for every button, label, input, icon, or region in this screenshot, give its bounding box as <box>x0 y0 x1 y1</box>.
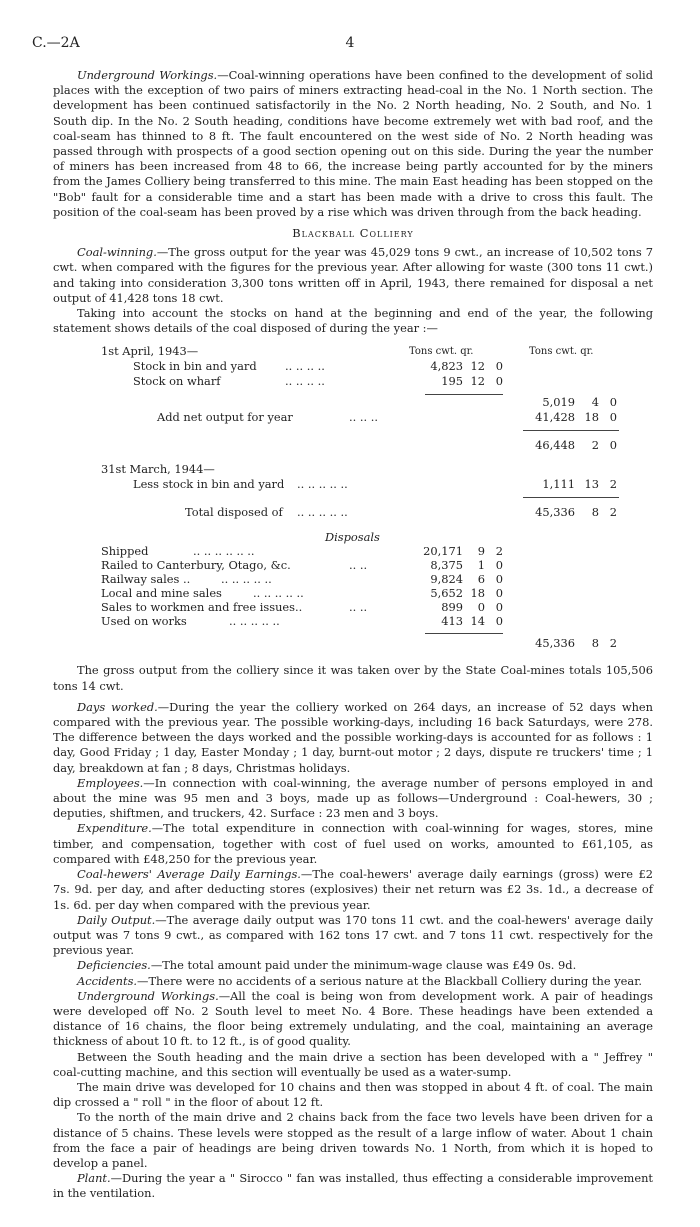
net-output-label: Add net output for year <box>157 410 293 425</box>
date-march-1944: 31st March, 1944— <box>101 462 215 477</box>
disposal-tons: 9,824 <box>430 572 463 587</box>
subtotal1-tons: 5,019 <box>542 395 575 410</box>
net-output-tons: 41,428 <box>535 410 575 425</box>
paragraph-heading: Plant. <box>77 1171 111 1186</box>
disposal-label: Shipped <box>101 544 149 559</box>
paragraph-stocks-intro: Taking into account the stocks on hand at the beginning and end of the year, the following statement shows details of the coal disposed of during the year :— <box>53 306 653 336</box>
paragraph-heading: Coal-hewers' Average Daily Earnings. <box>77 867 301 882</box>
total-disposed-tons: 45,336 <box>535 505 575 520</box>
disposal-label: Local and mine sales <box>101 586 222 601</box>
less-stock-label: Less stock in bin and yard <box>133 477 285 492</box>
paragraph-heading: Accidents. <box>77 973 138 988</box>
stock-bin-label: Stock in bin and yard <box>133 359 257 374</box>
paragraph-expenditure: Expenditure.—The total expenditure in connection with coal-winning for wages, stores, mine timber, and compensation, together with cost of fuel used on works, amounted to £61,105, as compared with £48,250 for the previous year. <box>53 821 653 866</box>
rule <box>523 430 619 431</box>
column-header-2: Tons cwt. qr. <box>529 346 594 358</box>
disposals-table: Shipped .. .. .. .. .. .. 20,171 9 2 Railed to Canterbury, Otago, &c. .. .. 8,375 1 0 Railway sales .. .. .. .. .. .. 9,824 6 0 Local and mine sales .. .. .. .. .. 5,652 18 0 Sales to workmen and free issues.. .. .. 899 0 0 Used on works .. .. .. .. .. 413 14 0 45,336 8 2 <box>101 544 617 651</box>
disposal-tons: 899 <box>441 600 463 615</box>
paragraph-heading: Deficiencies. <box>77 958 151 973</box>
paragraph-daily-output: Daily Output.—The average daily output was 170 tons 11 cwt. and the coal-hewers' average daily output was 7 tons 9 cwt., as compared with 162 tons 17 cwt. and 7 tons 11 cwt. respectively for the previous year. <box>53 912 654 958</box>
stock-bin-tons: 4,823 <box>430 359 463 374</box>
disposal-label: Used on works <box>101 614 187 629</box>
page-header <box>32 36 668 56</box>
disposals-total-tons: 45,336 <box>535 636 575 651</box>
paragraph-heading: Employees. <box>77 775 144 790</box>
column-header-1: Tons cwt. qr. <box>409 346 474 358</box>
coal-statement: 1st April, 1943— Tons cwt. qr. Tons cwt. qr. Stock in bin and yard .. .. .. .. 4,823 12 0 Stock on wharf .. .. .. .. 195 12 0 5,019 4 0 Add net output for year .. .. .. 41,428 18 0 46,448 2 0 31st March, 1944— Less stock in bin and yard .. .. .. .. .. 1,111 13 2 Total disposed of .. .. .. .. .. 45,336 8 2 Disposals <box>101 344 617 545</box>
paragraph-underground-workings-2: Underground Workings.—All the coal is being won from development work. A pair of headings were developed off No. 2 South level to meet No. 4 Bore. These headings have been extended a distance of 16 chains, the floor being extremely undulating, and the coal, maintaining an average thickness of about 10 ft. to 12 ft., is of good quality. <box>53 988 653 1049</box>
disposal-tons: 8,375 <box>430 558 463 573</box>
disposal-label: Railway sales .. <box>101 572 191 587</box>
date-april-1943: 1st April, 1943— <box>101 344 199 359</box>
total-disposed-label: Total disposed of <box>185 505 283 520</box>
page-number: 4 <box>345 35 355 51</box>
section-title: Blackball Colliery <box>292 226 414 241</box>
paragraph-main-drive: The main drive was developed for 10 chains and then was stopped in about 4 ft. of coal. The main dip crossed a " roll " in the floor of about 12 ft. <box>53 1079 653 1110</box>
disposals-title: Disposals <box>325 530 380 545</box>
disposal-label: Railed to Canterbury, Otago, &c. <box>101 558 291 573</box>
paragraph-heading: Underground Workings. <box>77 988 219 1003</box>
paragraph-heading: Expenditure. <box>77 821 152 836</box>
stock-wharf-label: Stock on wharf <box>133 374 221 389</box>
paragraph-north-levels: To the north of the main drive and 2 chains back from the face two levels have been driven for a distance of 5 chains. These levels were stopped as the result of a large inflow of water. About 1 chain from the face a pair of headings are being driven towards No. 1 North, from which it is hoped to develop a panel. <box>53 1110 653 1170</box>
paragraph-heading: Daily Output. <box>77 912 156 927</box>
paragraph-jeffrey: Between the South heading and the main drive a section has been developed with a " Jeffrey " coal-cutting machine, and this section will eventually be used as a water-sump. <box>53 1049 653 1079</box>
paragraph-employees: Employees.—In connection with coal-winning, the average number of persons employed in and about the mine was 95 men and 3 boys, made up as follows—Underground : Coal-hewers, 30 ; deputies, shiftmen, and truckers, 42. Surface : 23 men and 3 boys. <box>53 775 653 821</box>
disposal-tons: 5,652 <box>430 586 463 601</box>
document-code: C.—2A <box>32 35 80 51</box>
paragraph-accidents: Accidents.—There were no accidents of a serious nature at the Blackball Colliery during the year. <box>77 973 643 988</box>
stock-wharf-tons: 195 <box>441 374 463 389</box>
disposal-tons: 20,171 <box>423 544 463 559</box>
rule <box>425 394 503 395</box>
disposal-label: Sales to workmen and free issues.. <box>101 600 303 615</box>
subtotal2-tons: 46,448 <box>535 438 575 453</box>
rule <box>523 497 619 498</box>
paragraph-coal-winning: Coal-winning.—The gross output for the year was 45,029 tons 9 cwt., an increase of 10,502 tons 7 cwt. when compared with the figures for the previous year. After allowing for waste (300 tons 11 cwt.) and taking into consideration 3,300 tons written off in April, 1943, there remained for disposal a net output of 41,428 tons 18 cwt. <box>53 245 653 305</box>
paragraph-heading: Underground Workings. <box>77 68 218 82</box>
paragraph-plant: Plant.—During the year a " Sirocco " fan was installed, thus effecting a considerable improvement in the ventilation. <box>53 1171 653 1201</box>
paragraph-heading: Coal-winning. <box>77 245 157 260</box>
paragraph-underground-workings: Underground Workings.—Coal-winning operations have been confined to the development of solid places with the exception of two pairs of miners extracting head-coal in the No. 1 North section. The development has been continued satisfactorily in the No. 2 North heading, No. 2 South, and No. 1 South dip. In the No. 2 South heading, conditions have become extremely wet with bad roof, and the coal-seam has thinned to 8 ft. The fault encountered on the west side of No. 2 North heading was passed through with prospects of a good section opening out on this side. During the year the number of miners has been increased from 48 to 66, the increase being partly accounted for by the miners from the James Colliery being transferred to this mine. The main East heading has been stopped on the "Bob" fault for a considerable time and a start has been made with a drive to cross this fault. The position of the coal-seam has been proved by a rise which was driven through from the back heading. <box>53 68 653 219</box>
document-body <box>53 68 653 1202</box>
rule <box>425 633 503 634</box>
paragraph-earnings: Coal-hewers' Average Daily Earnings.—The coal-hewers' average daily earnings (gross) were £2 7s. 9d. per day, and after deducting stores (explosives) their net return was £2 3s. 1d., a decrease of 1s. 6d. per day when compared with the previous year. <box>53 867 654 912</box>
paragraph-heading: Days worked. <box>77 699 158 714</box>
disposal-tons: 413 <box>441 614 463 629</box>
paragraph-days-worked: Days worked.—During the year the colliery worked on 264 days, an increase of 52 days when compared with the previous year. The possible working-days, including 16 back Saturdays, were 278. The difference between the days worked and the possible working-days is accounted for as follows : 1 day, Good Friday ; 1 day, Easter Monday ; 1 day, burnt-out motor ; 2 days, dispute re truckers' time ; 1 day, breakdown at fan ; 8 days, Christmas holidays. <box>53 699 653 775</box>
paragraph-gross-output: The gross output from the colliery since it was taken over by the State Coal-mines totals 105,506 tons 14 cwt. <box>53 663 653 693</box>
less-stock-tons: 1,111 <box>542 477 575 492</box>
paragraph-deficiencies: Deficiencies.—The total amount paid under the minimum-wage clause was £49 0s. 9d. <box>77 958 577 973</box>
